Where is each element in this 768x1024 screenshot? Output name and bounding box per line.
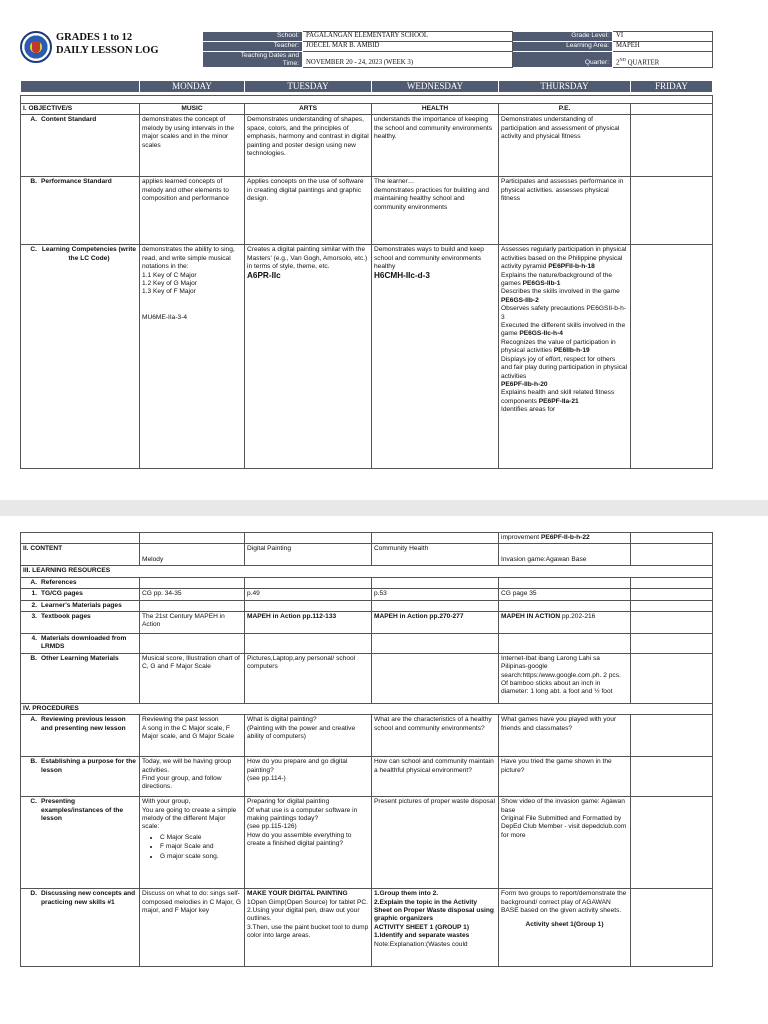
other-arts: Pictures,Laptop,any personal/ school computers [245,653,372,703]
discussing-music: Discuss on what to do: sings self-composed melodies in C Major, G major, and F Major key [140,889,245,967]
day-thursday: THURSDAY [499,81,631,93]
tg-arts: p.49 [245,589,372,600]
cont-arts [245,533,372,544]
lm-label: 2. Learner's Materials pages [21,600,140,611]
review-pe: What games have you played with your friends and classmates? [499,715,631,757]
purpose-arts: How do you prepare and go digital painting? (see pp.114-) [245,757,372,797]
review-arts: What is digital painting? (Painting with the power and creative ability of computers) [245,715,372,757]
objective-heading: I. OBJECTIVE/S [21,104,140,115]
purpose-health: How can school and community maintain a healthful physical environment? [372,757,499,797]
cont-health [372,533,499,544]
other-label: B. Other Learning Materials [21,653,140,703]
competencies-label: C. Learning Competencies (write the LC Code) [21,245,140,469]
cont-friday [631,533,713,544]
discussing-pe: Form two groups to report/demonstrate the background/ correct play of AGAWAN BASE based on the given activity sheets. Activity sheet 1(Group 1) [499,889,631,967]
area-value: MAPEH [613,42,713,52]
cont-label [21,533,140,544]
spacer-row [21,96,713,104]
content-standard-health: understands the importance of keeping the school and community environments healthy. [372,115,499,177]
purpose-pe: Have you tried the game shown in the picture? [499,757,631,797]
objectives-table [20,95,712,469]
tg-pe: CG page 35 [499,589,631,600]
cont-pe: improvement PE6PF-II-b-h-22 [499,533,631,544]
grade-value: VI [613,32,713,42]
header-info-table [202,31,713,68]
header [20,31,712,73]
subject-arts: ARTS [245,104,372,115]
content-standard-pe: Demonstrates understanding of participation and assessment of physical activity and physical fitness [499,115,631,177]
subject-health: HEALTH [372,104,499,115]
references-label: A. References [21,577,140,588]
day-monday: MONDAY [140,81,245,93]
quarter-value: 2ND QUARTER [613,52,713,68]
teacher-value: JOECEL MAR B. AMBID [303,42,513,52]
procedures-heading: IV. PROCEDURES [21,703,713,714]
dates-value: NOVEMBER 20 - 24, 2023 (WEEK 3) [303,52,513,68]
days-bar [20,80,712,93]
day-wednesday: WEDNESDAY [372,81,499,93]
title-line-2: DAILY LESSON LOG [56,44,159,56]
textbook-arts: MAPEH in Action pp.112-133 [245,612,372,634]
lrmds-label: 4. Materials downloaded from LRMDS [21,634,140,654]
tg-music: CG pp. 34-35 [140,589,245,600]
doc-title [56,32,159,57]
cont-music [140,533,245,544]
performance-standard-music: applies learned concepts of melody and other elements to composition and performance [140,177,245,245]
day-friday: FRIDAY [631,81,713,93]
performance-standard-pe: Participates and assesses performance in physical activities. assesses physical fitness [499,177,631,245]
purpose-label: B. Establishing a purpose for the lesson [21,757,140,797]
discussing-arts: MAKE YOUR DIGITAL PAINTING 1Open Gimp(Open Source) for tablet PC. 2.Using your digital pen, draw out your outlines. 3.Then, use the paint bucket tool to dump color into large areas. [245,889,372,967]
school-value: PAGALANGAN ELEMENTARY SCHOOL [303,32,513,42]
tg-label: 1. TG/CG pages [21,589,140,600]
textbook-pe: MAPEH IN ACTION pp.202-216 [499,612,631,634]
content-heading: II. CONTENT [21,544,140,566]
grade-label: Grade Level: [513,32,613,42]
title-line-1: GRADES 1 to 12 [56,32,133,43]
performance-standard-health: The learner… demonstrates practices for building and maintaining healthy school and community environments [372,177,499,245]
teacher-label: Teacher: [203,42,303,52]
other-health [372,653,499,703]
content-standard-music: demonstrates the concept of melody by using intervals in the major scales and in the minor scales [140,115,245,177]
area-label: Learning Area: [513,42,613,52]
resources-heading: III. LEARNING RESOURCES [21,566,713,577]
presenting-pe: Show video of the invasion game: Agawan base Original File Submitted and Formatted by DepEd Club Member - visit depedclub.com for more [499,797,631,889]
tg-health: p.53 [372,589,499,600]
content-health: Community Health [372,544,499,566]
content-arts: Digital Painting [245,544,372,566]
school-label: School: [203,32,303,42]
dates-label: Teaching Dates and Time: [203,52,303,68]
deped-seal-icon [20,31,52,63]
subject-pe: P.E. [499,104,631,115]
performance-standard-friday [631,177,713,245]
presenting-music: With your group, You are going to create a simple melody of the different Major scale: • C Major Scale • F major Scale and • G major scale song. [140,797,245,889]
subject-music: MUSIC [140,104,245,115]
subject-friday [631,104,713,115]
content-standard-arts: Demonstrates understanding of shapes, space, colors, and the principles of emphasis, harmony and contrast in digital painting and poster design using new technologies. [245,115,372,177]
content-friday [631,544,713,566]
review-label: A. Reviewing previous lesson and presenting new lesson [21,715,140,757]
competencies-arts: Creates a digital painting similar with the Masters' (e.g., Van Gogh, Amorsolo, etc.) in terms of style, theme, etc. A6PR-IIc [245,245,372,469]
textbook-health: MAPEH in Action pp.270-277 [372,612,499,634]
presenting-label: C. Presenting examples/instances of the lesson [21,797,140,889]
review-music: Reviewing the past lesson A song in the C Major scale, F Major scale, and G Major Scale [140,715,245,757]
discussing-health: 1.Group them into 2. 2.Explain the topic in the Activity Sheet on Proper Waste disposal using graphic organizers ACTIVITY SHEET 1 (GROUP 1) 1.Identify and separate wastes Note:Explanation:(Wastes could [372,889,499,967]
other-music: Musical score, Illustration chart of C, G and F Major Scale [140,653,245,703]
performance-standard-label: B. Performance Standard [21,177,140,245]
page-1 [0,0,768,500]
competencies-health: Demonstrates ways to build and keep school and community environments healthy H6CMH-IIc-d-3 [372,245,499,469]
competencies-music: demonstrates the ability to sing, read, and write simple musical notations in the: 1.1 Key of C Major 1.2 Key of G Major 1.3 Key of F Major MU6ME-IIa-3-4 [140,245,245,469]
presenting-health: Present pictures of proper waste disposal [372,797,499,889]
performance-standard-arts: Applies concepts on the use of software in creating digital paintings and graphic design. [245,177,372,245]
procedures-table [20,532,712,967]
purpose-music: Today, we will be having group activities. Find your group, and follow directions. [140,757,245,797]
quarter-label: Quarter: [513,52,613,68]
content-music: Melody [140,544,245,566]
review-health: What are the characteristics of a healthy school and community environments? [372,715,499,757]
textbook-label: 3. Textbook pages [21,612,140,634]
competencies-friday [631,245,713,469]
content-pe: Invasion game:Agawan Base [499,544,631,566]
content-standard-friday [631,115,713,177]
discussing-label: D. Discussing new concepts and practicing new skills #1 [21,889,140,967]
other-pe: Internet-Ibat ibang Larong Lahi sa Pilipinas-google search:https:/www.google.com.ph. 2 pcs. Of bamboo sticks about an inch in diameter: 1 long abt. a foot and ½ foot [499,653,631,703]
page-2 [0,516,768,1024]
competencies-pe: Assesses regularly participation in physical activities based on the Philippine physical activity pyramid PE6PFII-b-h-18 Explains the nature/background of the games PE6GS-IIb-1 Describes the skills involved in the game PE6GS-IIb-2 Observes safety precautions PE6GSII-b-h-3 Executed the different skills involved in the game PE6GS-IIc-h-4 Recognizes the value of participation in physical activities PE6IIb-h-19 Displays joy of effort, respect for others and fair play during participation in physical activities PE6PF-IIb-h-20 Explains health and skill related fitness components PE6PF-IIa-21 Identifies areas for [499,245,631,469]
presenting-arts: Preparing for digital painting Of what use is a computer software in making paintings today? (see pp.115-126) How do you assemble everything to create a finished digital painting? [245,797,372,889]
textbook-music: The 21st Century MAPEH in Action [140,612,245,634]
days-corner [21,81,140,93]
day-tuesday: TUESDAY [245,81,372,93]
content-standard-label: A. Content Standard [21,115,140,177]
